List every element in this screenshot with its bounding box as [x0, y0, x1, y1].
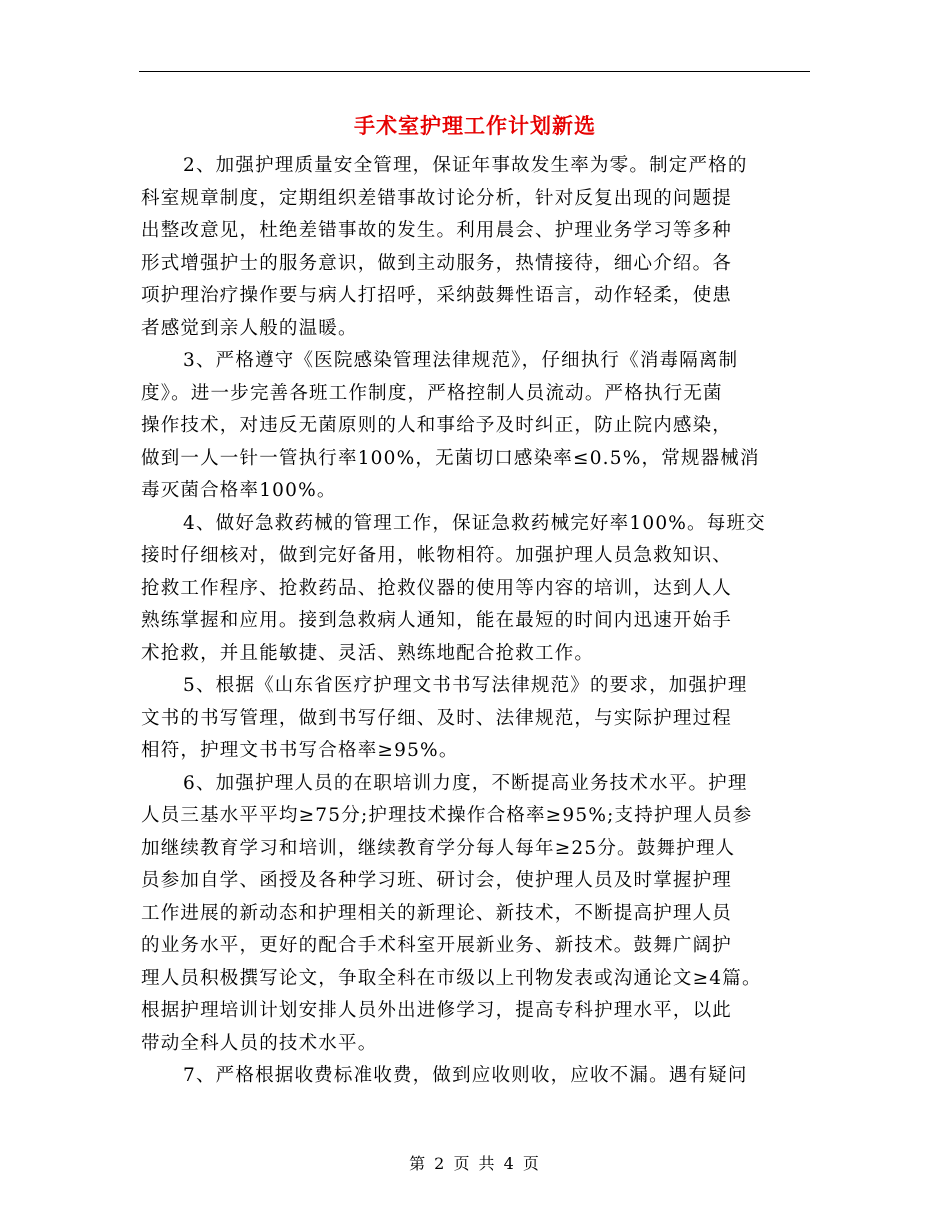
paragraph-4	[141, 508, 841, 671]
paragraph-line: 的业务水平，更好的配合手术科室开展新业务、新技术。鼓舞广阔护	[141, 935, 733, 956]
paragraph-line: 出整改意见，杜绝差错事故的发生。利用晨会、护理业务学习等多种	[141, 220, 733, 241]
paragraph-line: 做到一人一针一管执行率100%，无菌切口感染率≤0.5%，常规器械消	[141, 447, 760, 469]
paragraph-line: 者感觉到亲人般的温暖。	[141, 317, 358, 339]
paragraph-line: 加继续教育学习和培训，继续教育学分每人每年≥25分。鼓舞护理人	[141, 837, 736, 859]
paragraph-7	[141, 1060, 841, 1093]
page-number: 第 2 页 共 4 页	[409, 1154, 541, 1173]
paragraph-line: 2、加强护理质量安全管理，保证年事故发生率为零。制定严格的	[183, 155, 748, 176]
header-rule	[139, 71, 810, 72]
paragraph-line: 员参加自学、函授及各种学习班、研讨会，使护理人员及时掌握护理	[141, 870, 733, 891]
paragraph-line: 工作进展的新动态和护理相关的新理论、新技术，不断提高护理人员	[141, 902, 733, 924]
paragraph-line: 理人员积极撰写论文，争取全科在市级以上刊物发表或沟通论文≥4篇。	[141, 967, 762, 989]
paragraph-line: 根据护理培训计划安排人员外出进修学习，提高专科护理水平，以此	[141, 1000, 733, 1021]
paragraph-5	[141, 670, 841, 768]
paragraph-line: 抢救工作程序、抢救药品、抢救仪器的使用等内容的培训，达到人人	[141, 577, 733, 599]
paragraph-line: 度》。进一步完善各班工作制度，严格控制人员流动。严格执行无菌	[141, 382, 723, 404]
paragraph-line: 相符，护理文书书写合格率≥95%。	[141, 740, 459, 761]
paragraph-line: 术抢救，并且能敏捷、灵活、熟练地配合抢救工作。	[141, 642, 595, 664]
document-title: 手术室护理工作计划新选	[354, 114, 596, 138]
paragraph-line: 接时仔细核对，做到完好备用，帐物相符。加强护理人员急救知识、	[141, 545, 733, 566]
paragraph-line: 带动全科人员的技术水平。	[141, 1032, 378, 1054]
paragraph-line: 4、做好急救药械的管理工作，保证急救药械完好率100%。每班交	[183, 512, 766, 534]
paragraph-line: 人员三基水平平均≥75分;护理技术操作合格率≥95%;支持护理人员参	[141, 805, 753, 826]
paragraph-line: 7、严格根据收费标准收费，做到应收则收，应收不漏。遇有疑问	[183, 1065, 748, 1086]
paragraph-line: 操作技术，对违反无菌原则的人和事给予及时纠正，防止院内感染，	[141, 415, 733, 436]
paragraph-line: 项护理治疗操作要与病人打招呼，采纳鼓舞性语言，动作轻柔，使患	[141, 285, 733, 306]
paragraph-line: 毒灭菌合格率100%。	[141, 480, 337, 501]
paragraph-line: 形式增强护士的服务意识，做到主动服务，热情接待，细心介绍。各	[141, 252, 733, 274]
paragraph-line: 3、严格遵守《医院感染管理法律规范》，仔细执行《消毒隔离制	[183, 350, 739, 371]
paragraph-line: 6、加强护理人员的在职培训力度，不断提高业务技术水平。护理	[183, 772, 748, 794]
paragraph-line: 5、根据《山东省医疗护理文书书写法律规范》的要求，加强护理	[183, 675, 748, 696]
paragraph-3	[141, 345, 841, 508]
paragraph-2	[141, 150, 841, 345]
document-body	[141, 150, 841, 1093]
paragraph-line: 文书的书写管理，做到书写仔细、及时、法律规范，与实际护理过程	[141, 707, 733, 729]
paragraph-6	[141, 768, 841, 1061]
paragraph-line: 熟练掌握和应用。接到急救病人通知，能在最短的时间内迅速开始手	[141, 610, 733, 631]
paragraph-line: 科室规章制度，定期组织差错事故讨论分析，针对反复出现的问题提	[141, 187, 733, 209]
